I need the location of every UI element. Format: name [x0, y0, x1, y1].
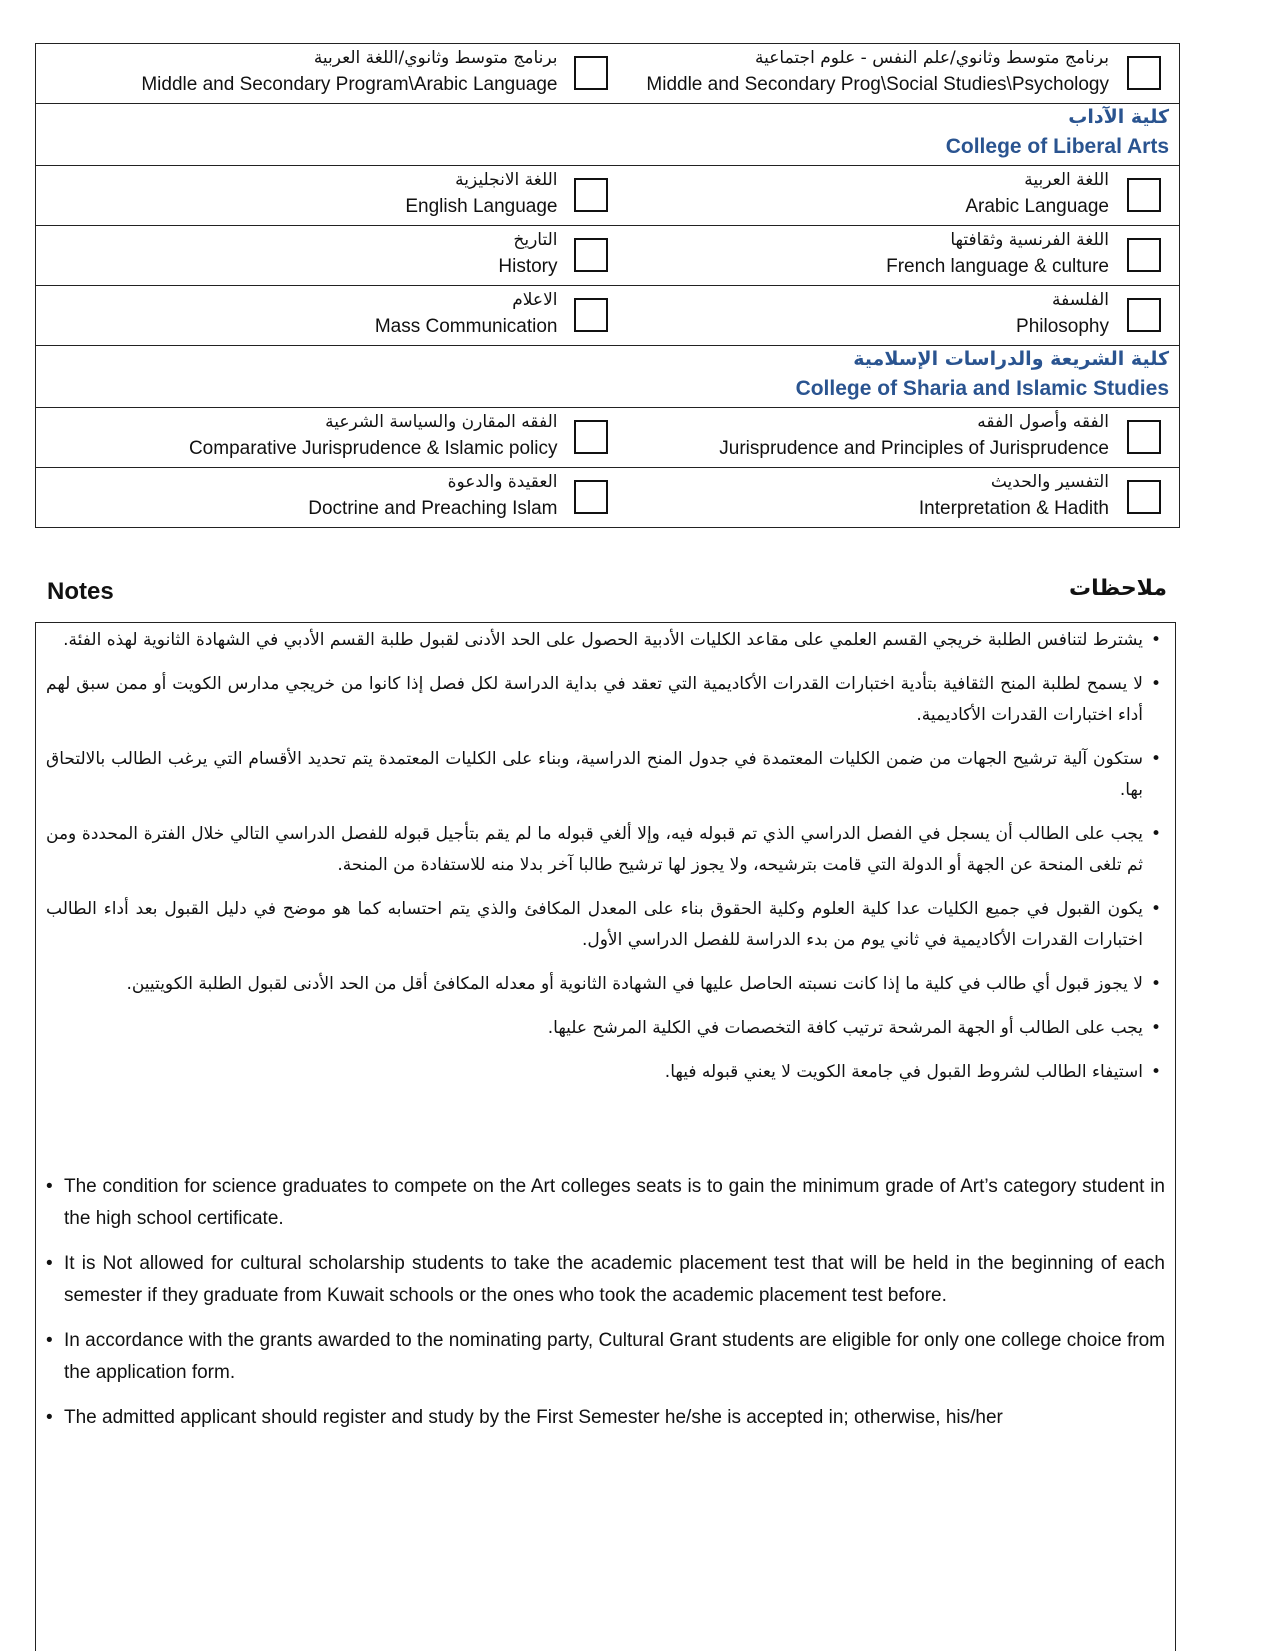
program-checkbox[interactable] [1127, 56, 1161, 90]
program-name-ar: اللغة العربية [1024, 170, 1109, 190]
college-name-en: College of Liberal Arts [945, 135, 1169, 158]
program-checkbox[interactable] [1127, 480, 1161, 514]
program-name-en: Mass Communication [374, 316, 558, 337]
program-checkbox[interactable] [574, 238, 608, 272]
program-row [36, 44, 1179, 104]
program-row [36, 286, 1179, 346]
english-note: • It is Not allowed for cultural scholarship students to take the academic placement test that will be held in the beginning of each semester if they graduate from Kuwait schools or the ones who took the academic placement test before. [44, 1248, 1165, 1312]
english-notes-list [44, 1171, 1165, 1447]
program-name-en: French language & culture [886, 256, 1109, 277]
program-cell [36, 468, 608, 527]
programs-table [35, 43, 1180, 528]
program-name-ar: اللغة الفرنسية وثقافتها [950, 230, 1109, 250]
program-row [36, 166, 1179, 226]
program-name-ar: برنامج متوسط وثانوي/اللغة العربية [313, 48, 558, 68]
program-name-en: Middle and Secondary Prog\Social Studies\Psychology [646, 74, 1109, 95]
arabic-note: • يكون القبول في جميع الكليات عدا كلية العلوم وكلية الحقوق بناء على المعدل المكافئ والذي يتم احتسابه كما هو موضح في دليل القبول بعد أداء الطالب اختبارات القدرات الأكاديمية في ثاني يوم من بدء الدراسة للفصل الدراسي الأول. [46, 894, 1157, 956]
arabic-note: • يجب على الطالب أو الجهة المرشحة ترتيب كافة التخصصات في الكلية المرشح عليها. [46, 1013, 1157, 1044]
program-cell [608, 226, 1180, 285]
notes-title-ar: ملاحظات [1069, 576, 1167, 601]
program-checkbox[interactable] [574, 298, 608, 332]
program-cell [608, 44, 1180, 103]
program-name-en: Philosophy [1016, 316, 1109, 337]
program-name-ar: الاعلام [512, 290, 558, 310]
program-name-en: History [498, 256, 558, 277]
notes-box [35, 622, 1176, 1651]
program-cell [36, 44, 608, 103]
arabic-note: • ستكون آلية ترشيح الجهات من ضمن الكليات المعتمدة في جدول المنح الدراسية، وبناء على الكليات المعتمدة يتم تحديد الأقسام التي يرغب الطالب بالالتحاق بها. [46, 744, 1157, 806]
english-note: • The admitted applicant should register and study by the First Semester he/she is accepted in; otherwise, his/her [44, 1402, 1165, 1434]
program-name-en: Interpretation & Hadith [918, 498, 1109, 519]
program-name-ar: الفقه وأصول الفقه [977, 412, 1109, 432]
program-checkbox[interactable] [574, 56, 608, 90]
program-checkbox[interactable] [1127, 178, 1161, 212]
program-cell [36, 408, 608, 467]
program-name-ar: التفسير والحديث [990, 472, 1109, 492]
english-note: • In accordance with the grants awarded to the nominating party, Cultural Grant students are eligible for only one college choice from the application form. [44, 1325, 1165, 1389]
program-checkbox[interactable] [574, 480, 608, 514]
program-cell [608, 408, 1180, 467]
college-header [36, 104, 1179, 166]
notes-title-en: Notes [47, 578, 114, 605]
program-name-ar: الفقه المقارن والسياسة الشرعية [325, 412, 558, 432]
arabic-note: • يشترط لتنافس الطلبة خريجي القسم العلمي على مقاعد الكليات الأدبية الحصول على الحد الأدنى لقبول طلبة القسم الأدبي في الشهادة الثانوية لهذه الفئة. [46, 625, 1157, 656]
program-name-ar: الفلسفة [1051, 290, 1109, 310]
college-name-ar: كلية الآداب [1068, 106, 1169, 128]
arabic-notes-list [46, 623, 1157, 1088]
program-name-en: Arabic Language [965, 196, 1109, 217]
program-name-en: English Language [405, 196, 558, 217]
program-name-ar: برنامج متوسط وثانوي/علم النفس - علوم اجتماعية [755, 48, 1109, 68]
arabic-note: • يجب على الطالب أن يسجل في الفصل الدراسي الذي تم قبوله فيه، وإلا ألغي قبوله ما لم يقم بتأجيل قبوله للفصل الدراسي التالي خلال الفترة المحددة ومن ثم تلغى المنحة عن الجهة أو الدولة التي قامت بترشيحه، ولا يجوز لها ترشيح طالبا آخر بدلا منه للاستفادة من المنحة. [46, 819, 1157, 881]
program-checkbox[interactable] [1127, 238, 1161, 272]
english-note: • The condition for science graduates to compete on the Art colleges seats is to gain the minimum grade of Art’s category student in the high school certificate. [44, 1171, 1165, 1235]
program-cell [608, 468, 1180, 527]
arabic-note: • استيفاء الطالب لشروط القبول في جامعة الكويت لا يعني قبوله فيها. [46, 1057, 1157, 1088]
program-checkbox[interactable] [1127, 298, 1161, 332]
college-name-ar: كلية الشريعة والدراسات الإسلامية [853, 348, 1169, 370]
program-name-ar: العقيدة والدعوة [447, 472, 558, 492]
program-cell [608, 166, 1180, 225]
program-name-en: Comparative Jurisprudence & Islamic policy [188, 438, 558, 459]
program-cell [36, 166, 608, 225]
program-row [36, 226, 1179, 286]
program-cell [36, 286, 608, 345]
college-header [36, 346, 1179, 408]
program-name-en: Doctrine and Preaching Islam [308, 498, 558, 519]
program-checkbox[interactable] [574, 178, 608, 212]
program-name-en: Jurisprudence and Principles of Jurisprudence [719, 438, 1109, 459]
program-checkbox[interactable] [574, 420, 608, 454]
arabic-note: • لا يجوز قبول أي طالب في كلية ما إذا كانت نسبته الحاصل عليها في الشهادة الثانوية أو معدله المكافئ أقل من الحد الأدنى لقبول الطلبة الكويتيين. [46, 969, 1157, 1000]
program-row [36, 408, 1179, 468]
college-name-en: College of Sharia and Islamic Studies [795, 377, 1169, 400]
arabic-note: • لا يسمح لطلبة المنح الثقافية بتأدية اختبارات القدرات الأكاديمية التي تعقد في بداية الدراسة لكل فصل إذا كانوا من خريجي مدارس الكويت أو ممن سبق لهم أداء اختبارات القدرات الأكاديمية. [46, 669, 1157, 731]
program-name-ar: اللغة الانجليزية [455, 170, 558, 190]
program-name-ar: التاريخ [513, 230, 558, 250]
program-checkbox[interactable] [1127, 420, 1161, 454]
program-cell [608, 286, 1180, 345]
program-cell [36, 226, 608, 285]
program-row [36, 468, 1179, 528]
program-name-en: Middle and Secondary Program\Arabic Language [141, 74, 558, 95]
